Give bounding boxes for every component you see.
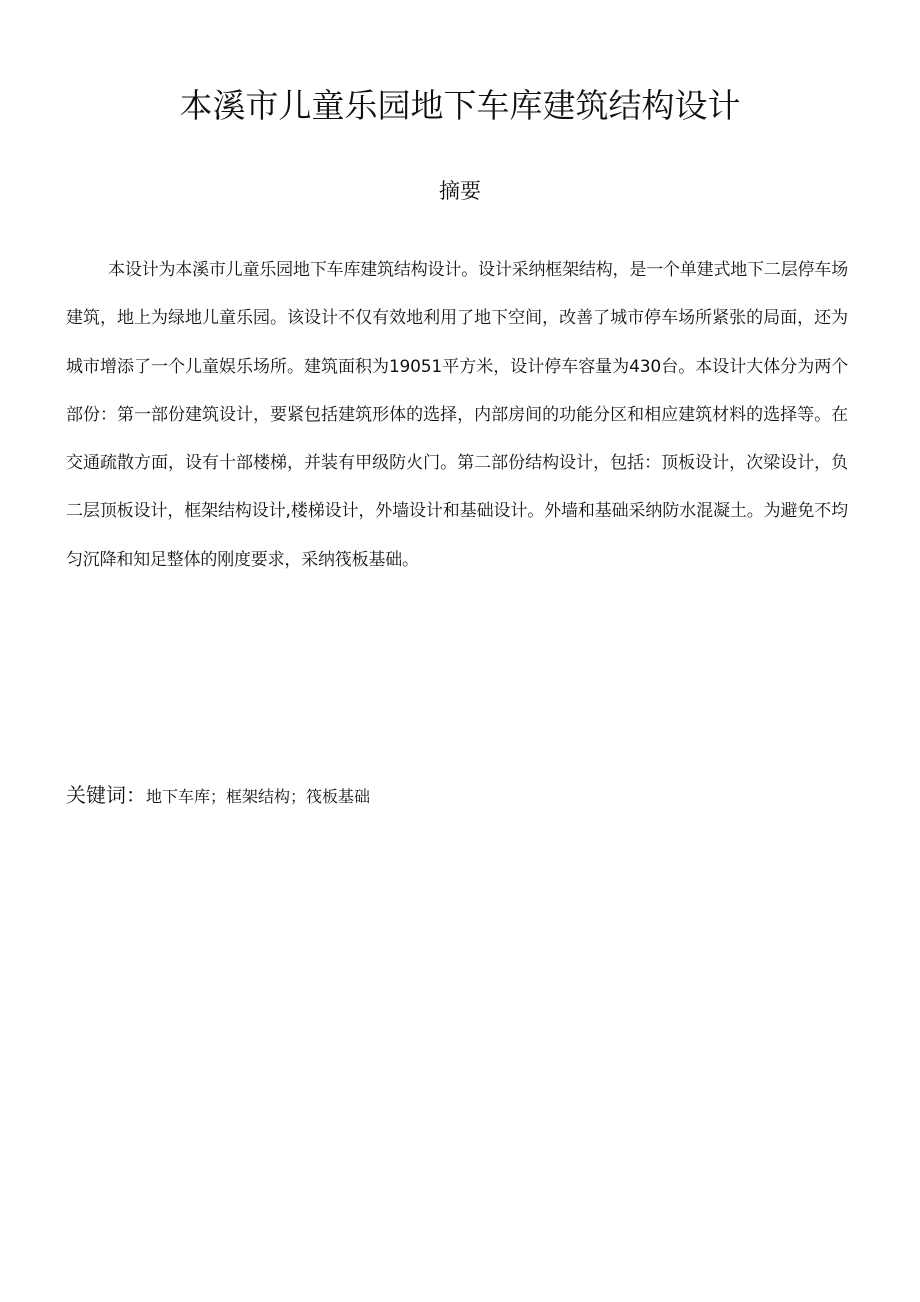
abstract-heading: 摘要 (439, 179, 481, 203)
abstract-body: 本设计为本溪市儿童乐园地下车库建筑结构设计。设计采纳框架结构，是一个单建式地下二层停车场建筑，地上为绿地儿童乐园。该设计不仅有效地利用了地下空间，改善了城市停车场所紧张的局面，还为城市增添了一个儿童娱乐场所。建筑面积为19051平方米，设计停车容量为430台。本设计大体分为两个部份：第一部份建筑设计，要紧包括建筑形体的选择，内部房间的功能分区和相应建筑材料的选择等。在交通疏散方面，设有十部楼梯，并装有甲级防火门。第二部份结构设计，包括：顶板设计，次梁设计，负二层顶板设计，框架结构设计,楼梯设计，外墙设计和基础设计。外墙和基础采纳防水混凝土。为避免不均匀沉降和知足整体的刚度要求，采纳筏板基础。 (66, 260, 848, 570)
keywords-text: 地下车库；框架结构；筏板基础 (146, 787, 371, 806)
document-title: 本溪市儿童乐园地下车库建筑结构设计 (179, 86, 741, 125)
keywords-line (66, 780, 848, 812)
keywords-label: 关键词： (66, 783, 146, 807)
